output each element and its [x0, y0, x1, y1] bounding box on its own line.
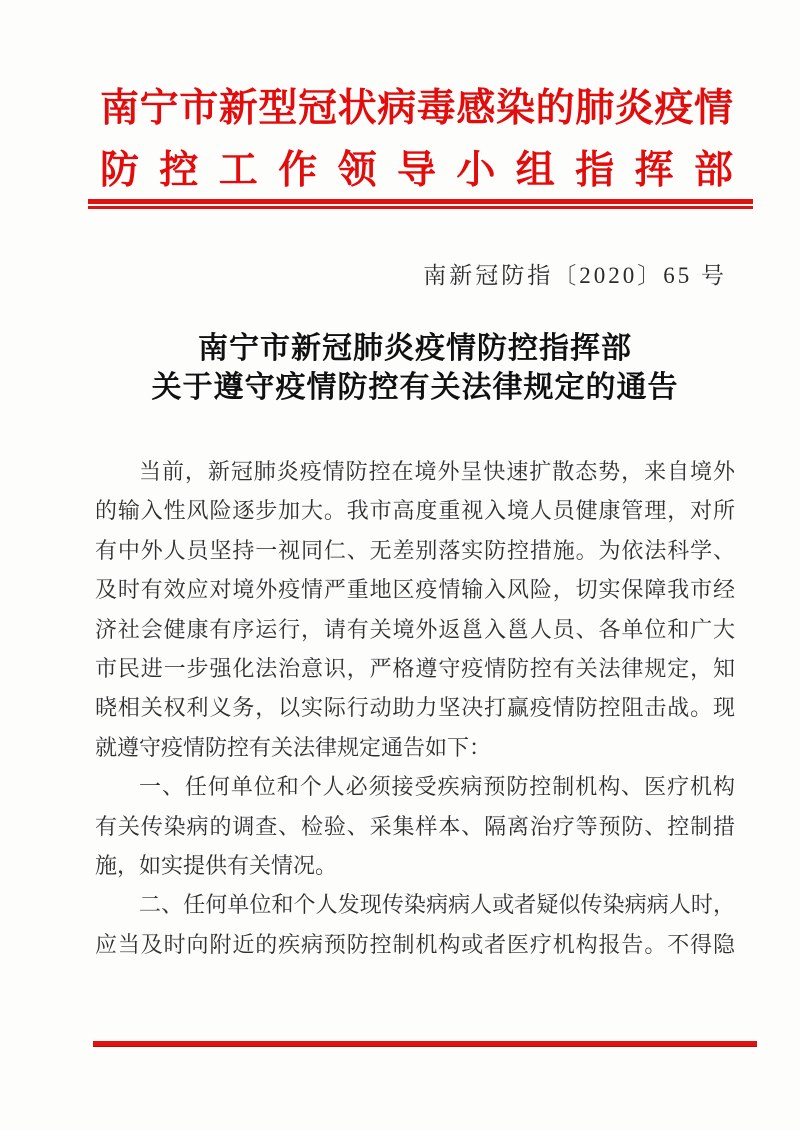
document-number: 南新冠防指〔2020〕65 号: [423, 263, 727, 288]
body-line: 有关传染病的调查、检验、采集样本、隔离治疗等预防、控制措: [95, 813, 735, 839]
body-line: 就遵守疫情防控有关法律规定通告如下：: [95, 734, 492, 760]
body-line: 施，如实提供有关情况。: [95, 853, 338, 879]
letterhead: [100, 78, 733, 202]
document-title-line2: 关于遵守疫情防控有关法律规定的通告: [151, 371, 679, 404]
body-line: 及时有效应对境外疫情严重地区疫情输入风险，切实保障我市经: [95, 577, 735, 603]
letterhead-org-line1: 南宁市新型冠状病毒感染的肺炎疫情: [100, 87, 733, 130]
body-line: 二、任何单位和个人发现传染病病人或者疑似传染病病人时，: [139, 892, 735, 918]
letterhead-divider-rule: [88, 199, 753, 209]
body-line: 应当及时向附近的疾病预防控制机构或者医疗机构报告。不得隐: [95, 931, 735, 957]
body-line: 济社会健康有序运行，请有关境外返邕入邕人员、各单位和广大: [95, 616, 735, 642]
body-line: 的输入性风险逐步加大。我市高度重视入境人员健康管理，对所: [95, 498, 735, 524]
body-line: 晓相关权利义务，以实际行动助力坚决打赢疫情防控阻击战。现: [95, 695, 735, 721]
body-line: 有中外人员坚持一视同仁、无差别落实防控措施。为依法科学、: [95, 537, 735, 563]
document-title-line1: 南宁市新冠肺炎疫情防控指挥部: [198, 332, 632, 365]
letterhead-org-line2: 防控工作领导小组指挥部: [100, 149, 733, 192]
page-bottom-rule: [93, 1041, 757, 1047]
body-line: 当前，新冠肺炎疫情防控在境外呈快速扩散态势，来自境外: [139, 459, 735, 484]
body-line: 一、任何单位和个人必须接受疾病预防控制机构、医疗机构: [139, 774, 735, 800]
document-body: [95, 452, 735, 964]
document-title: [95, 329, 735, 407]
body-line: 市民进一步强化法治意识，严格遵守疫情防控有关法律规定，知: [95, 656, 735, 682]
